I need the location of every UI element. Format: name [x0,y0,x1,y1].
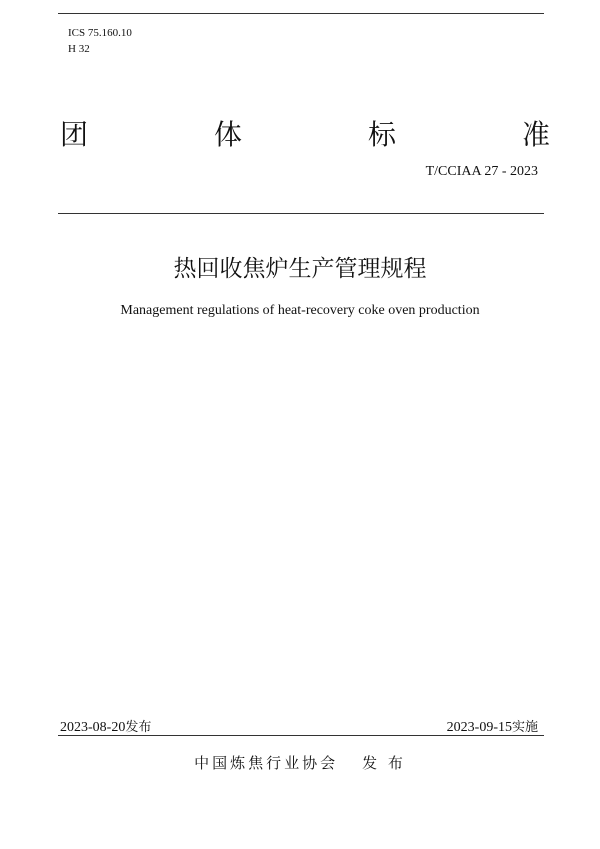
standard-type-char: 准 [521,118,550,151]
standard-type-char: 团 [60,118,89,151]
standard-type-char: 体 [213,118,242,151]
header-divider [58,213,544,214]
ccs-code: H 32 [68,43,90,55]
release-date-value: 2023-08-20 [60,720,126,735]
publisher-action: 发 布 [362,754,406,772]
publisher-line [0,752,600,773]
top-rule [58,13,544,14]
standard-number: T/CCIAA 27 - 2023 [425,164,538,179]
implement-date [447,716,538,736]
ics-code: ICS 75.160.10 [68,27,132,39]
implement-date-label: 实施 [511,720,538,735]
release-date [60,716,151,736]
implement-date-value: 2023-09-15 [446,720,512,735]
release-date-label: 发布 [125,720,152,735]
standard-type [60,118,550,152]
document-title-english: Management regulations of heat-recovery coke oven production [120,303,480,318]
publisher-name: 中国炼焦行业协会 [194,754,339,772]
standard-type-char: 标 [367,118,396,151]
footer-divider [58,735,544,736]
document-title-chinese: 热回收焦炉生产管理规程 [173,256,427,282]
